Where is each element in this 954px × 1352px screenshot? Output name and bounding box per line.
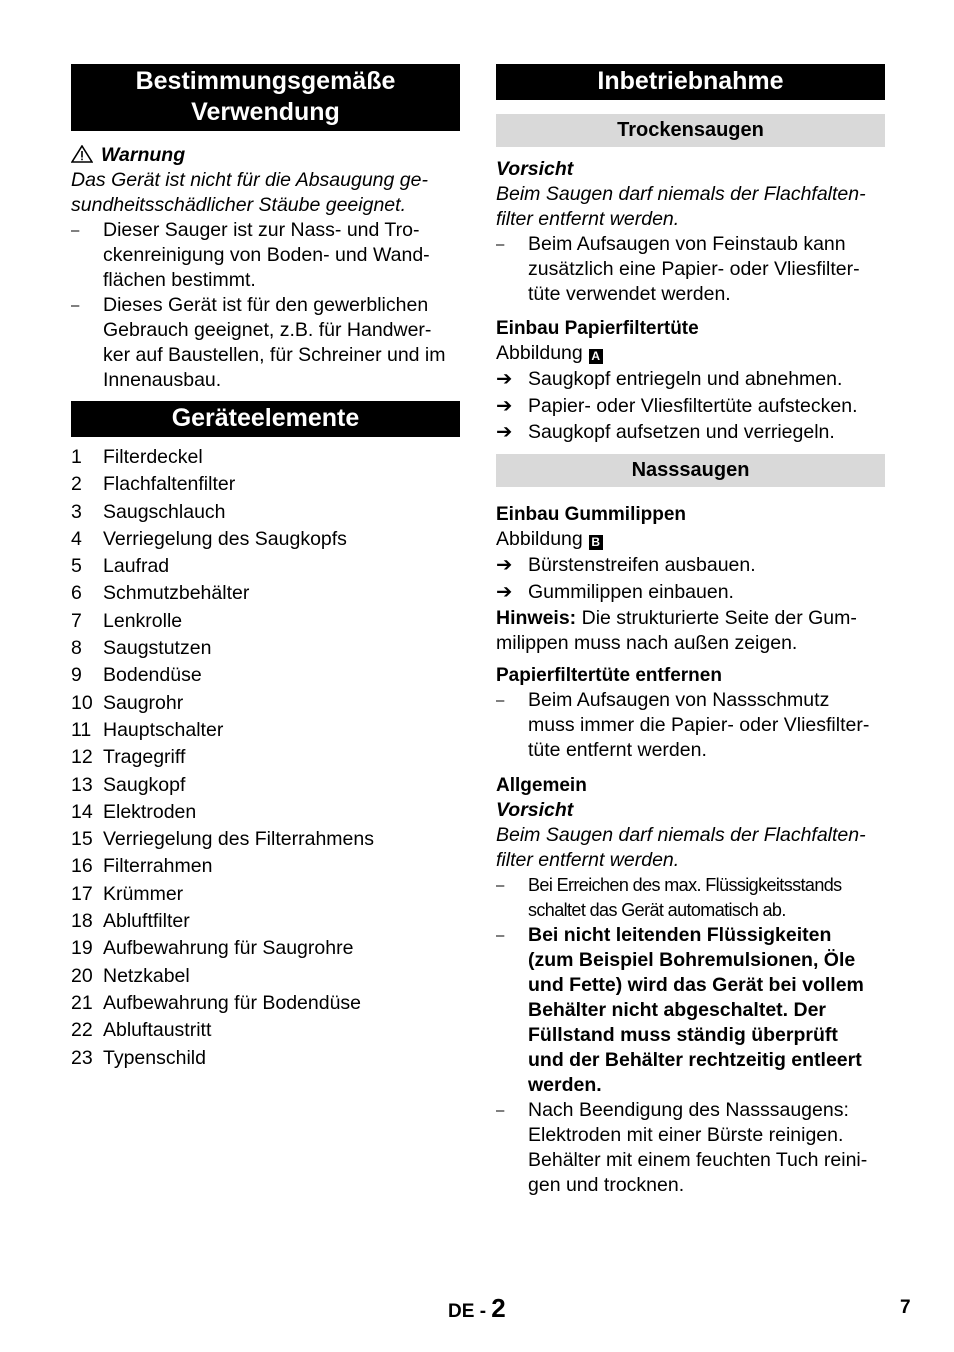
item-number: 3 (71, 500, 82, 523)
item-number: 7 (71, 609, 82, 632)
item-label: Aufbewahrung für Saugrohre (103, 937, 354, 960)
list-item (71, 1045, 460, 1072)
list-item (71, 662, 460, 689)
item-number: 13 (71, 773, 93, 796)
text-line: Das Gerät ist nicht für die Absaugung ge- (71, 169, 428, 191)
list-item (71, 553, 460, 580)
item-number: 22 (71, 1019, 93, 1042)
warning-label-row (71, 143, 460, 168)
dash-marker: – (496, 691, 505, 709)
heading-line: Geräteelemente (171, 404, 360, 432)
item-number: 9 (71, 664, 82, 687)
warning-triangle-icon (71, 145, 93, 163)
list-item (71, 799, 460, 826)
item-label: Saugrohr (103, 691, 184, 714)
item-number: 2 (71, 473, 82, 496)
list-item (496, 688, 885, 763)
item-number: 10 (71, 691, 93, 714)
item-number: 14 (71, 800, 93, 823)
arrow-icon: ➔ (496, 368, 513, 390)
item-label: Bodendüse (103, 664, 202, 687)
text-line: schaltet das Gerät automatisch ab. (528, 899, 786, 920)
text-line: Nach Beendigung des Nasssaugens: (528, 1098, 849, 1121)
text-line: tüte verwendet werden. (528, 283, 731, 305)
text-line: Behälter nicht abgeschaltet. Der (528, 998, 827, 1021)
list-item (71, 990, 460, 1017)
dash-marker: – (71, 222, 80, 239)
right-column (496, 64, 885, 1198)
step-text: Papier- oder Vliesfiltertüte aufstecken. (528, 394, 858, 417)
list-item (496, 873, 885, 923)
heading-line: Bestimmungsgemäße (135, 67, 396, 95)
arrow-icon: ➔ (496, 394, 513, 417)
text-line: gen und trocknen. (528, 1173, 685, 1196)
item-number: 6 (71, 582, 82, 605)
item-number: 18 (71, 910, 93, 933)
page-number: 7 (900, 1297, 911, 1318)
subheading-wet-vacuuming (496, 454, 885, 487)
list-item (71, 881, 460, 908)
item-label: Saugkopf (103, 773, 186, 796)
text-line: Beim Saugen darf niemals der Flachfalten- (496, 823, 866, 846)
figure-label: Abbildung (496, 342, 583, 364)
text-line: Beim Saugen darf niemals der Flachfalten- (496, 183, 866, 205)
list-item (71, 635, 460, 662)
step-item (496, 419, 885, 446)
device-elements-list (71, 444, 460, 1072)
list-item (71, 963, 460, 990)
arrow-icon: ➔ (496, 580, 513, 603)
list-item (71, 499, 460, 526)
subheading-install-rubber-lips: Einbau Gummilippen (496, 504, 687, 526)
heading-line: Inbetriebnahme (597, 67, 784, 95)
caution-label: Vorsicht (496, 158, 574, 180)
text-line: Beim Aufsaugen von Nassschmutz (528, 688, 830, 711)
dash-marker: – (71, 297, 80, 314)
text-line: ckenreinigung von Boden- und Wand- (103, 244, 430, 266)
footer-separator: - (479, 1301, 487, 1322)
text-line: Dieser Sauger ist zur Nass- und Tro- (103, 219, 420, 241)
list-item (496, 232, 885, 307)
text-line: ker auf Baustellen, für Schreiner und im (103, 344, 446, 366)
page-footer-section (448, 1294, 506, 1326)
list-item (71, 690, 460, 717)
text-line: Beim Aufsaugen von Feinstaub kann (528, 233, 846, 255)
step-item (496, 366, 885, 393)
text-line: Bei nicht leitenden Flüssigkeiten (528, 923, 832, 946)
subheading-install-paper-bag: Einbau Papierfiltertüte (496, 318, 699, 339)
figure-reference (496, 527, 885, 552)
item-number: 16 (71, 855, 93, 878)
warning-label: Warnung (101, 144, 186, 166)
text-line: Dieses Gerät ist für den gewerblichen (103, 294, 429, 316)
item-label: Flachfaltenfilter (103, 473, 236, 496)
item-number: 19 (71, 937, 93, 960)
item-label: Filterdeckel (103, 446, 203, 468)
arrow-icon: ➔ (496, 421, 513, 444)
caution-label: Vorsicht (496, 798, 574, 821)
item-number: 8 (71, 637, 82, 660)
step-text: Bürstenstreifen ausbauen. (528, 554, 756, 577)
list-item (71, 853, 460, 880)
item-number: 12 (71, 746, 93, 769)
item-label: Netzkabel (103, 964, 190, 987)
text-line: sundheitsschädlicher Stäube geeignet. (71, 194, 406, 216)
text-line: Behälter mit einem feuchten Tuch reini- (528, 1148, 868, 1171)
item-number: 23 (71, 1046, 93, 1069)
text-line: Innenausbau. (103, 369, 222, 391)
item-label: Abluftaustritt (103, 1019, 212, 1042)
text-line: filter entfernt werden. (496, 208, 680, 230)
item-label: Verriegelung des Saugkopfs (103, 527, 347, 550)
text-line: Bei Erreichen des max. Flüssigkeitsstands (528, 874, 842, 895)
subheading-dry-vacuuming (496, 114, 885, 147)
text-line: und Fette) wird das Gerät bei vollem (528, 973, 864, 996)
text-line: Gebrauch geeignet, z.B. für Handwer- (103, 319, 432, 341)
list-item (71, 717, 460, 744)
list-item (71, 935, 460, 962)
footer-section-number: 2 (491, 1293, 506, 1323)
text-line: tüte entfernt werden. (528, 738, 707, 761)
arrow-icon: ➔ (496, 554, 513, 577)
item-label: Verriegelung des Filterrahmens (103, 828, 374, 851)
note-paragraph (496, 606, 885, 656)
item-number: 5 (71, 555, 82, 578)
item-label: Laufrad (103, 555, 170, 578)
item-label: Krümmer (103, 882, 184, 905)
heading-line: Verwendung (191, 98, 340, 126)
list-item (71, 744, 460, 771)
item-label: Typenschild (103, 1046, 206, 1069)
dash-marker: – (496, 1101, 505, 1119)
list-item (71, 293, 460, 393)
list-item (496, 923, 885, 1098)
dash-marker: – (496, 876, 505, 894)
list-item (71, 826, 460, 853)
item-label: Aufbewahrung für Bodendüse (103, 991, 362, 1014)
list-item (496, 1098, 885, 1198)
item-number: 20 (71, 964, 93, 987)
text-line: filter entfernt werden. (496, 848, 680, 871)
section-heading-device-elements (71, 401, 460, 437)
figure-badge: B (589, 535, 603, 550)
text-line: zusätzlich eine Papier- oder Vliesfilter- (528, 258, 860, 280)
item-number: 21 (71, 991, 93, 1014)
step-item (496, 579, 885, 606)
text-line: Füllstand muss ständig überprüft (528, 1023, 838, 1046)
item-number: 4 (71, 527, 82, 550)
text-line: (zum Beispiel Bohremulsionen, Öle (528, 948, 856, 971)
figure-label: Abbildung (496, 528, 583, 551)
step-text: Gummilippen einbauen. (528, 580, 734, 603)
list-item (71, 772, 460, 799)
list-item (71, 218, 460, 293)
step-text: Saugkopf entriegeln und abnehmen. (528, 368, 843, 390)
item-label: Elektroden (103, 800, 197, 823)
caution-text (496, 823, 885, 873)
section-heading-commissioning (496, 64, 885, 100)
list-item (71, 1017, 460, 1044)
note-label: Hinweis: (496, 606, 577, 629)
text-line: muss immer die Papier- oder Vliesfilter- (528, 713, 870, 736)
item-label: Hauptschalter (103, 718, 224, 741)
heading-line: Trockensaugen (617, 119, 764, 141)
item-label: Lenkrolle (103, 609, 183, 632)
list-item (71, 471, 460, 498)
item-number: 11 (71, 718, 92, 741)
list-item (71, 908, 460, 935)
list-item (71, 580, 460, 607)
dash-marker: – (496, 236, 505, 253)
text-line: Elektroden mit einer Bürste reinigen. (528, 1123, 844, 1146)
warning-text (71, 168, 460, 218)
item-label: Tragegriff (103, 746, 186, 769)
item-label: Filterrahmen (103, 855, 213, 878)
step-text: Saugkopf aufsetzen und verriegeln. (528, 421, 835, 444)
text-line: milippen muss nach außen zeigen. (496, 631, 798, 654)
footer-language: DE (448, 1301, 475, 1322)
text-line: flächen bestimmt. (103, 269, 256, 291)
heading-line: Nasssaugen (631, 459, 750, 482)
figure-reference (496, 341, 885, 366)
text-line: und der Behälter rechtzeitig entleert (528, 1048, 862, 1071)
item-label: Saugstutzen (103, 637, 212, 660)
item-number: 15 (71, 828, 93, 851)
step-item (496, 552, 885, 579)
item-number: 17 (71, 882, 93, 905)
item-label: Saugschlauch (103, 500, 226, 523)
text-line: werden. (528, 1073, 602, 1096)
section-heading-intended-use (71, 64, 460, 131)
dash-marker: – (496, 926, 505, 944)
subheading-remove-paper-bag: Papierfiltertüte entfernen (496, 664, 722, 686)
list-item (71, 526, 460, 553)
item-number: 1 (71, 446, 82, 468)
list-item (71, 444, 460, 471)
figure-badge: A (589, 349, 603, 364)
left-column (71, 64, 460, 1072)
item-label: Abluftfilter (103, 910, 190, 933)
subheading-general: Allgemein (496, 774, 587, 796)
list-item (71, 608, 460, 635)
step-item (496, 393, 885, 420)
text-line: Die strukturierte Seite der Gum- (576, 606, 857, 629)
item-label: Schmutzbehälter (103, 582, 250, 605)
caution-text (496, 182, 885, 232)
